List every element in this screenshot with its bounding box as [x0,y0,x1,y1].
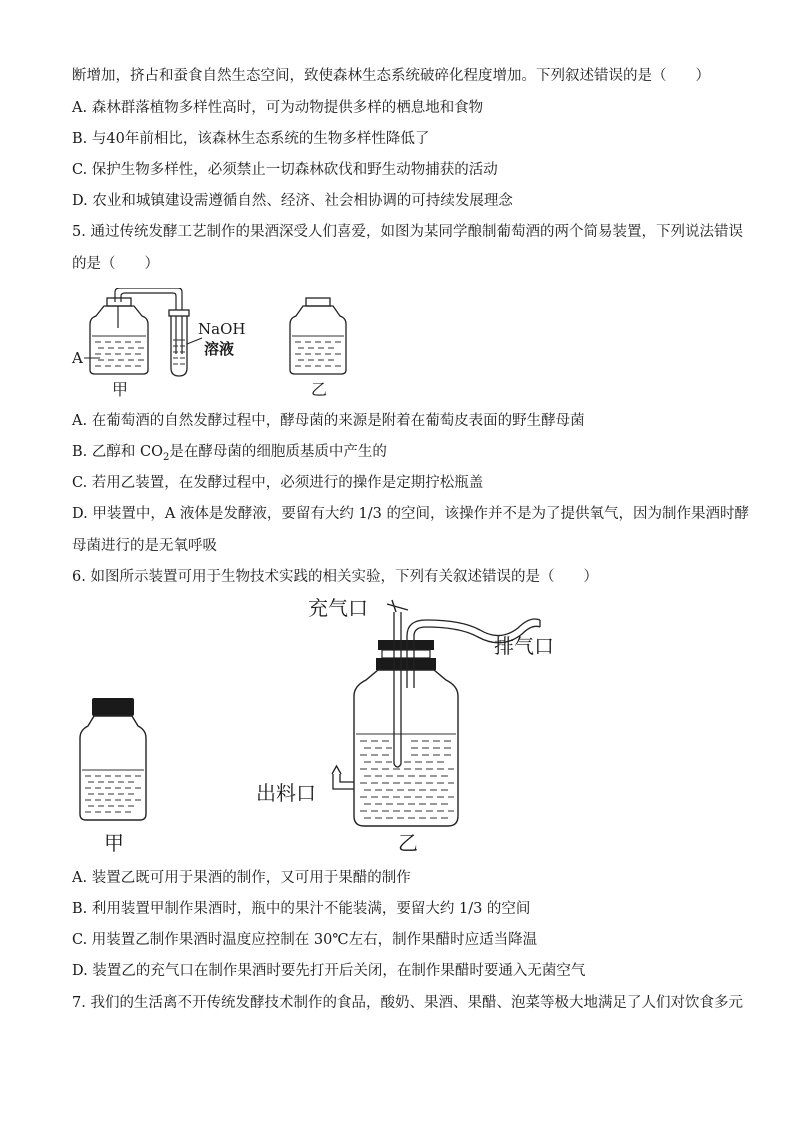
q6-inlet-tube [394,612,401,767]
q5-naoh-leader [187,338,202,344]
q4-stem-tail: 断增加，挤占和蚕食自然生态空间，致使森林生态系统破碎化程度增加。下列叙述错误的是（ ） [72,68,710,84]
q5-option-d-line1: D. 甲装置中，A 液体是发酵液，要留有大约 1/3 的空间，该操作并不是为了提供氧气，因为制作果酒时酵 [72,506,749,522]
q5-option-b: B. 乙醇和 $CO_2$是在酵母菌的细胞质基质中产生的 [72,444,387,463]
q5-label-naoh: NaOH [198,320,246,338]
q6-label-exhaust: 排气口 [494,634,554,658]
q6-label-inlet: 充气口 [308,596,368,620]
q5-label-a: A [72,349,83,367]
q4-option-b: B. 与40年前相比，该森林生态系统的生物多样性降低了 [72,131,430,147]
q5-liquid-jia [92,336,146,366]
q5-test-tube [169,310,189,376]
q7-stem: 7. 我们的生活离不开传统发酵技术制作的食品，酸奶、果酒、果醋、泡菜等极大地满足了人们对饮食多元 [72,995,743,1011]
q6-option-a: A. 装置乙既可用于果酒的制作，又可用于果醋的制作 [72,870,411,886]
q4-option-a: A. 森林群落植物多样性高时，可为动物提供多样的栖息地和食物 [72,100,484,116]
q4-option-d: D. 农业和城镇建设需遵循自然、经济、社会相协调的可持续发展理念 [72,193,513,209]
q6-liquid-yi [356,734,456,818]
q6-option-b: B. 利用装置甲制作果酒时，瓶中的果汁不能装满，要留大约 1/3 的空间 [72,901,531,917]
q5-option-d-line2: 母菌进行的是无氧呼吸 [72,538,217,554]
q5-naoh-liquid [173,340,185,364]
q6-valve [387,600,408,612]
q5-label-solution: 溶液 [204,340,235,358]
q5-option-c: C. 若用乙装置，在发酵过程中，必须进行的操作是定期拧松瓶盖 [72,475,484,491]
q6-bottle-jia [80,698,146,820]
q6-label-jia: 甲 [104,831,124,855]
q6-option-c: C. 用装置乙制作果酒时温度应控制在 30℃左右，制作果醋时应适当降温 [72,932,538,948]
q6-figure [70,592,590,858]
q6-outlet [332,766,354,789]
q5-liquid-yi [292,336,344,366]
q5-stem-line2: 的是（ ） [72,256,159,272]
q5-label-yi: 乙 [311,380,328,399]
q4-option-c: C. 保护生物多样性，必须禁止一切森林砍伐和野生动物捕获的活动 [72,162,498,178]
q6-label-outlet: 出料口 [256,781,316,805]
q5-label-jia: 甲 [112,380,129,399]
q5-figure [70,288,360,403]
q6-label-yi: 乙 [398,831,418,855]
q5-option-a: A. 在葡萄酒的自然发酵过程中，酵母菌的来源是附着在葡萄皮表面的野生酵母菌 [72,413,585,429]
q6-stem: 6. 如图所示装置可用于生物技术实践的相关实验，下列有关叙述错误的是（ ） [72,569,598,585]
q5-stem-line1: 5. 通过传统发酵工艺制作的果酒深受人们喜爱，如图为某同学酿制葡萄酒的两个简易装置，下列说法错误 [72,224,743,240]
q6-liquid-jia [82,770,144,812]
q6-option-d: D. 装置乙的充气口在制作果酒时要先打开后关闭，在制作果醋时要通入无菌空气 [72,963,586,979]
q6-bottle-yi [354,640,458,826]
